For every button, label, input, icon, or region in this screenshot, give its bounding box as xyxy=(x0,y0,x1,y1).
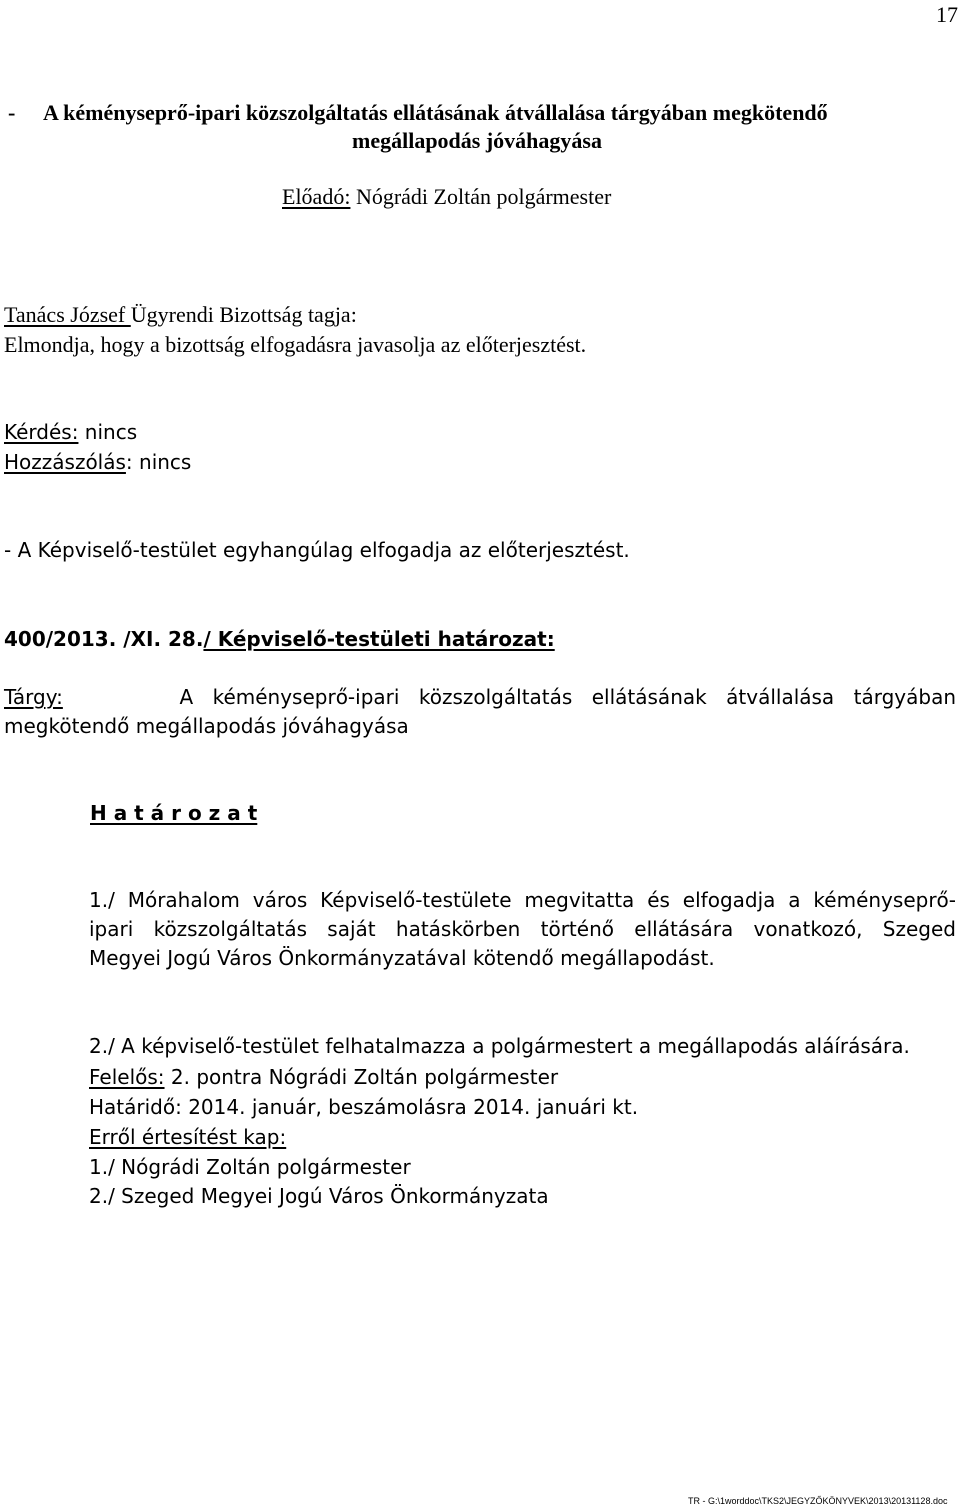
deadline: Határidő: 2014. január, beszámolásra 2014. januári kt. xyxy=(89,1095,639,1119)
comment-line xyxy=(4,450,191,474)
agenda-title-line2: megállapodás jóváhagyása xyxy=(352,128,602,153)
committee-statement: Elmondja, hogy a bizottság elfogadásra javasolja az előterjesztést. xyxy=(4,332,587,357)
presenter-label: Előadó: xyxy=(282,184,351,209)
question-label: Kérdés: xyxy=(4,420,79,444)
point1-line1: 1./ Mórahalom város Képviselő-testülete megvitatta és elfogadja a kéményseprő- xyxy=(89,888,956,912)
notify-label: Erről értesítést kap: xyxy=(89,1125,287,1149)
resolution-heading-text: / Képviselő-testületi határozat: xyxy=(203,627,555,651)
point2: 2./ A képviselő-testület felhatalmazza a polgármestert a megállapodás aláírására. xyxy=(89,1034,910,1058)
agenda-dash: - xyxy=(8,100,16,125)
presenter-value: Nógrádi Zoltán polgármester xyxy=(350,184,612,209)
footer-path: TR - G:\1worddoc\TKS2\JEGYZŐKÖNYVEK\2013\20131128.doc xyxy=(688,1496,948,1506)
subject-label: Tárgy: xyxy=(4,685,63,709)
responsible-line xyxy=(89,1065,558,1089)
subject-line1 xyxy=(4,685,956,709)
decision-statement: - A Képviselő-testület egyhangúlag elfogadja az előterjesztést. xyxy=(4,538,630,562)
point1-line3: Megyei Jogú Város Önkormányzatával kötendő megállapodást. xyxy=(89,946,715,970)
responsible-value: 2. pontra Nógrádi Zoltán polgármester xyxy=(164,1065,559,1089)
notify-item-2: 2./ Szeged Megyei Jogú Város Önkormányzata xyxy=(89,1184,549,1208)
responsible-label: Felelős: xyxy=(89,1065,165,1089)
comment-label: Hozzászólás xyxy=(4,450,126,474)
notify-item-1: 1./ Nógrádi Zoltán polgármester xyxy=(89,1155,411,1179)
page-number: 17 xyxy=(936,2,958,27)
presenter-line xyxy=(282,184,611,210)
resolution-number: 400/2013. /XI. 28. xyxy=(4,627,204,651)
committee-speaker: Tanács József xyxy=(4,302,131,327)
resolution-heading xyxy=(4,627,555,651)
agenda-title-line1: A kéményseprő-ipari közszolgáltatás ellátásának átvállalása tárgyában megkötendő xyxy=(43,100,828,125)
question-value: nincs xyxy=(78,420,138,444)
comment-value: : nincs xyxy=(125,450,192,474)
committee-role: Ügyrendi Bizottság tagja: xyxy=(130,302,357,327)
resolution-title: H a t á r o z a t xyxy=(90,801,258,825)
subject-text-line1: A kéményseprő-ipari közszolgáltatás ellátásának átvállalása tárgyában xyxy=(179,685,956,709)
point1-line2: ipari közszolgáltatás saját hatáskörben történő ellátására vonatkozó, Szeged xyxy=(89,917,956,941)
subject-line2: megkötendő megállapodás jóváhagyása xyxy=(4,714,409,738)
question-line xyxy=(4,420,137,444)
committee-line xyxy=(4,302,357,328)
